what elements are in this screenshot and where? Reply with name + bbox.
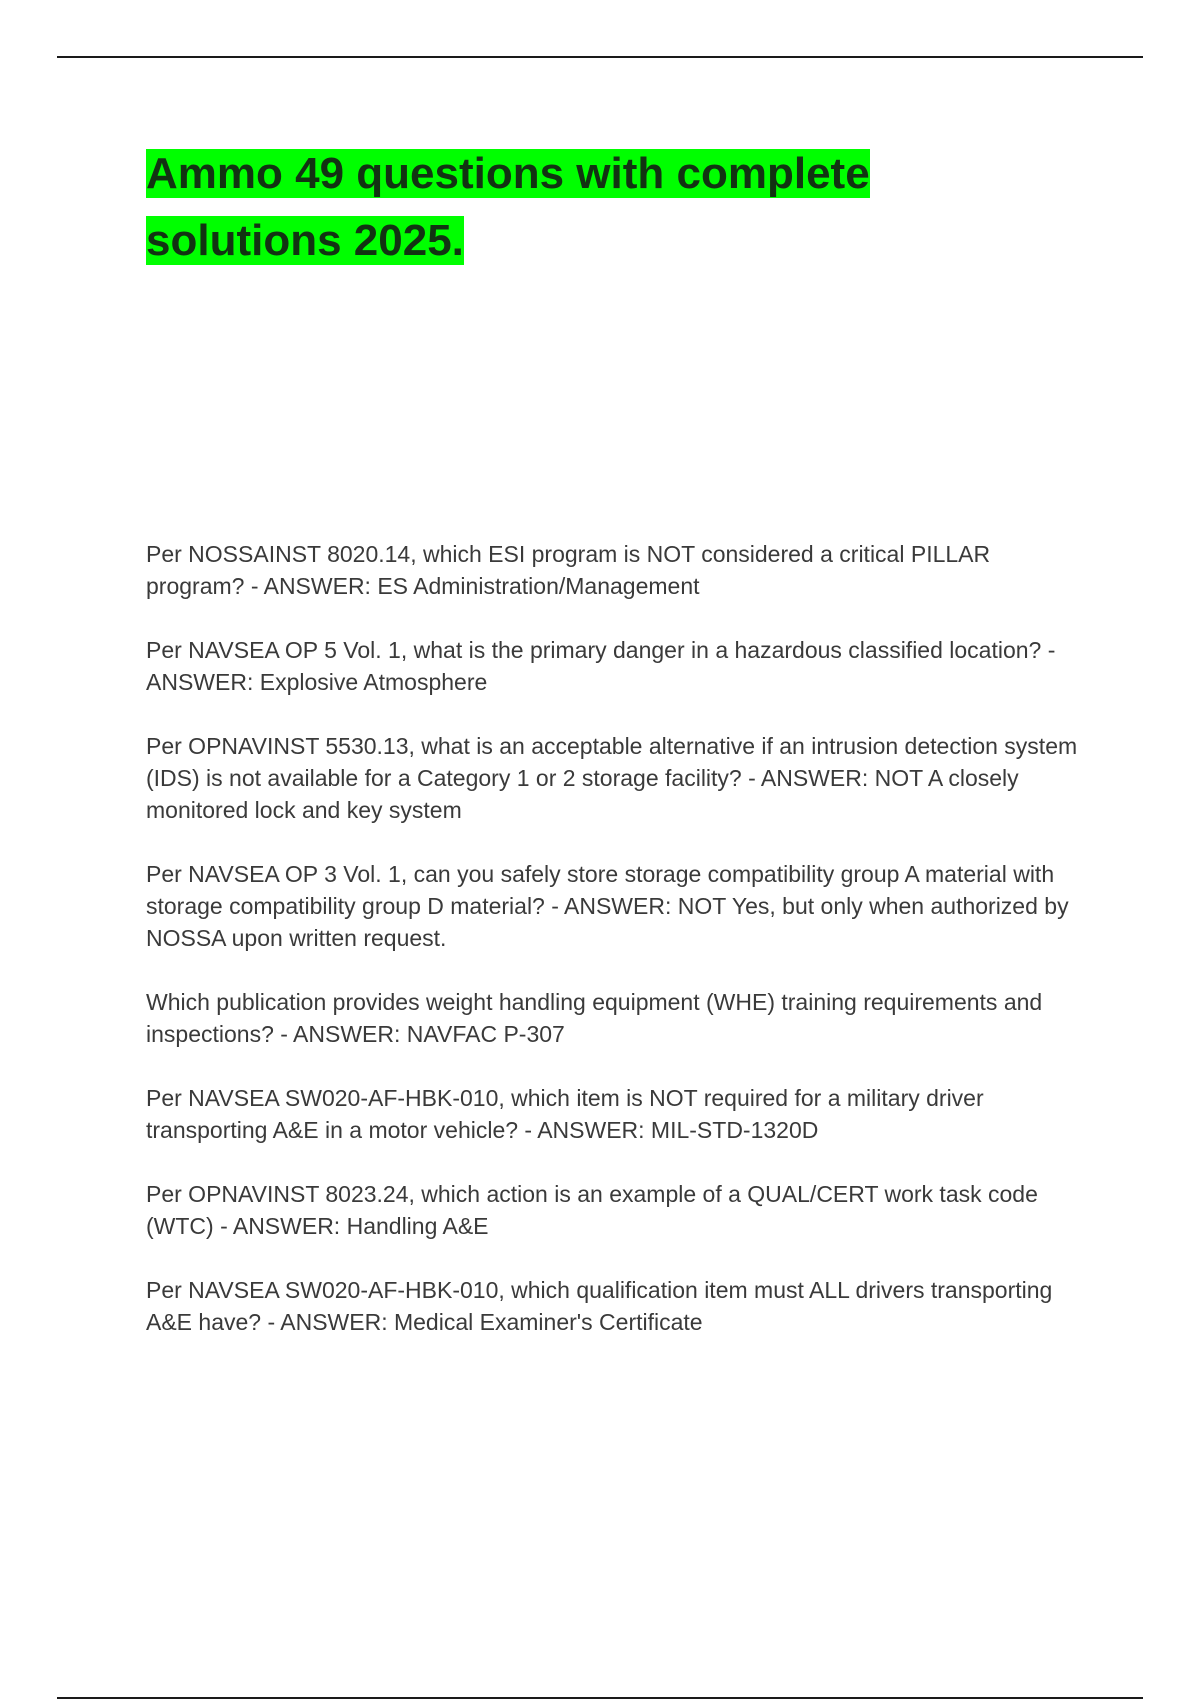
footer-rule <box>57 1697 1143 1699</box>
qa-item: Per OPNAVINST 8023.24, which action is an example of a QUAL/CERT work task code (WTC) - ANSWER: Handling A&E <box>146 1181 1038 1239</box>
qa-item: Per NOSSAINST 8020.14, which ESI program is NOT considered a critical PILLAR program? - ANSWER: ES Administration/Management <box>146 541 991 599</box>
qa-item: Per NAVSEA SW020-AF-HBK-010, which qualification item must ALL drivers transporting A&E have? - ANSWER: Medical Examiner's Certificate <box>146 1277 1053 1335</box>
header-rule <box>57 56 1143 58</box>
qa-item: Per OPNAVINST 5530.13, what is an acceptable alternative if an intrusion detection system (IDS) is not available for a Category 1 or 2 storage facility? - ANSWER: NOT A closely monitored lock and key system <box>146 733 1078 823</box>
qa-list <box>146 538 1091 1370</box>
qa-item: Which publication provides weight handling equipment (WHE) training requirements and inspections? - ANSWER: NAVFAC P-307 <box>146 989 1043 1047</box>
document-title <box>146 140 1046 274</box>
qa-item: Per NAVSEA SW020-AF-HBK-010, which item is NOT required for a military driver transporting A&E in a motor vehicle? - ANSWER: MIL-STD-1320D <box>146 1085 984 1143</box>
qa-item: Per NAVSEA OP 5 Vol. 1, what is the primary danger in a hazardous classified location? - ANSWER: Explosive Atmosphere <box>146 637 1056 695</box>
document-title-highlight: Ammo 49 questions with complete solutions 2025. <box>146 149 870 265</box>
qa-item: Per NAVSEA OP 3 Vol. 1, can you safely store storage compatibility group A material with storage compatibility group D material? - ANSWER: NOT Yes, but only when authorized by NOSSA upon written request. <box>146 861 1069 951</box>
